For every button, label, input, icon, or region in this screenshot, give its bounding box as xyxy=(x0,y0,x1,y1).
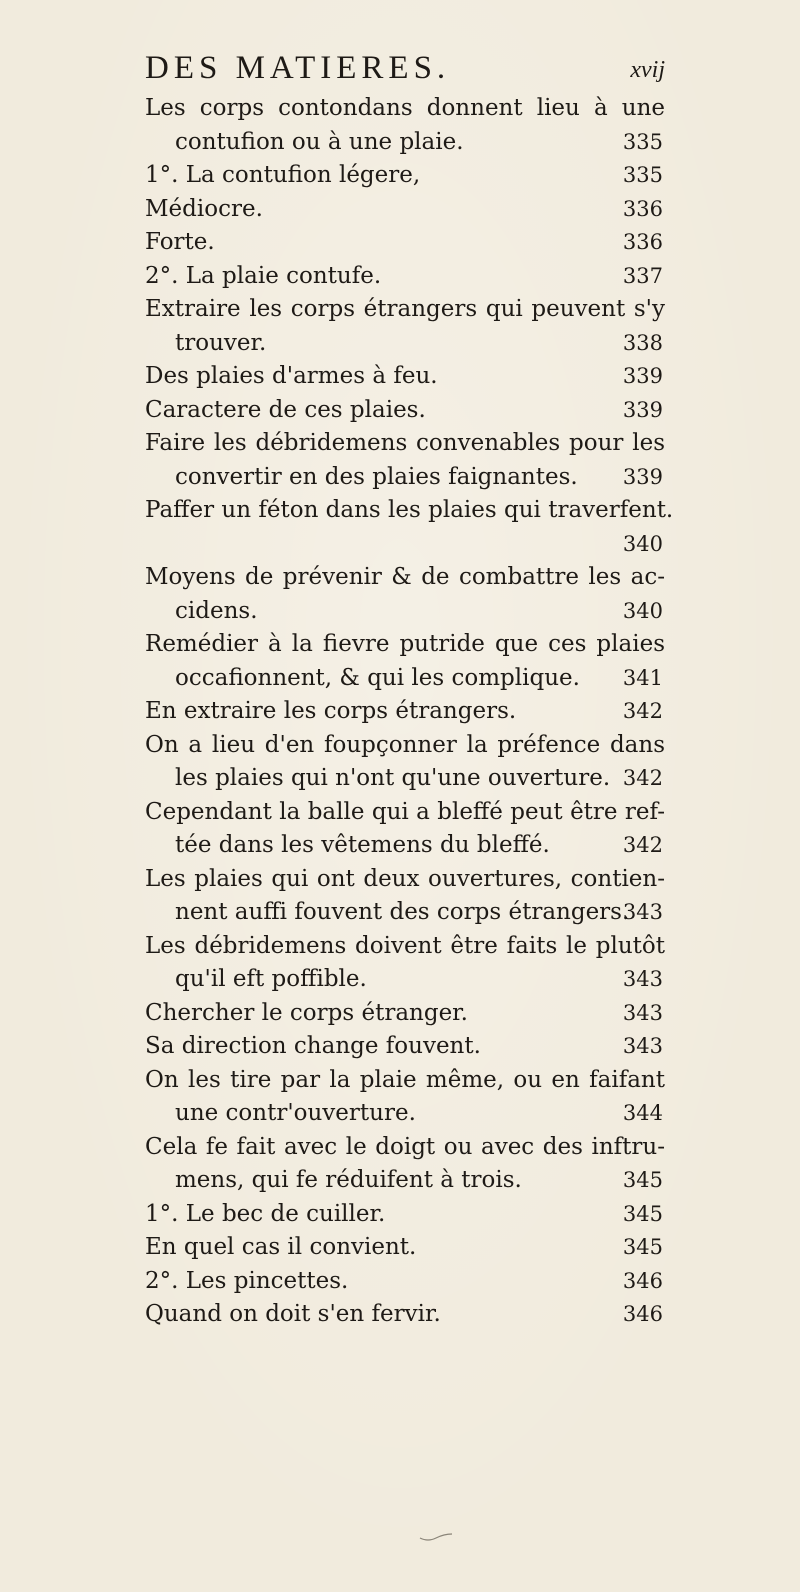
entry-line-text: 1°. La contufion légere, xyxy=(145,162,421,188)
entry-text xyxy=(145,1298,665,1332)
entry-text xyxy=(145,394,665,428)
entry-line-text: tée dans les vêtemens du bleffé. xyxy=(175,832,550,858)
entry-text xyxy=(145,628,665,662)
index-entry xyxy=(145,293,665,360)
entry-text xyxy=(145,796,665,830)
index-entry xyxy=(145,628,665,695)
page-reference: 343 xyxy=(622,900,663,924)
entry-continuation xyxy=(145,1097,665,1131)
entry-text xyxy=(145,293,665,327)
entry-line-text: Paffer un féton dans les plaies qui traverfent. xyxy=(145,497,674,523)
page-reference: 342 xyxy=(622,699,663,723)
entry-line-text: 2°. La plaie contufe. xyxy=(145,262,382,289)
entry-text xyxy=(145,226,665,260)
entry-line-text: En extraire les corps étrangers. xyxy=(145,698,517,724)
entry-text xyxy=(145,1030,665,1064)
entry-line-text: On a lieu d'en foupçonner la préfence dans xyxy=(145,731,665,758)
page-reference: 344 xyxy=(622,1101,663,1125)
page-reference: 336 xyxy=(622,230,663,254)
entry-text xyxy=(145,1198,665,1232)
entry-line-text: Cependant la balle qui a bleffé peut être ref- xyxy=(145,798,665,825)
entry-line-text: 2°. Les pincettes. xyxy=(145,1267,349,1294)
page-reference: 339 xyxy=(622,397,663,422)
entry-text xyxy=(145,863,665,897)
index-entry xyxy=(145,193,665,227)
page-reference: 343 xyxy=(622,967,663,991)
page-reference: 335 xyxy=(622,129,663,154)
entry-line-text: Les corps contondans donnent lieu à une xyxy=(145,95,665,121)
entry-line-text: mens, qui fe réduifent à trois. xyxy=(175,1167,522,1193)
entry-text xyxy=(145,729,665,763)
page-reference: 341 xyxy=(622,665,663,690)
index-entry xyxy=(145,695,665,729)
entry-line-text: cidens. xyxy=(175,597,258,624)
entry-continuation xyxy=(145,595,665,629)
page-reference: 346 xyxy=(622,1268,663,1293)
page-reference: 342 xyxy=(622,766,663,790)
running-title: DES MATIERES. xyxy=(145,50,451,86)
index-entry xyxy=(145,1131,665,1198)
entry-text xyxy=(145,1131,665,1165)
entry-line-text: On les tire par la plaie même, ou en faifant xyxy=(145,1066,665,1093)
entry-line-text: les plaies qui n'ont qu'une ouverture. xyxy=(175,765,611,791)
entry-line-text: nent auffi fouvent des corps étrangers. xyxy=(175,899,630,925)
entry-continuation xyxy=(145,762,665,796)
ornament-mark xyxy=(418,1528,458,1544)
index-entry xyxy=(145,1198,665,1232)
page-reference: 342 xyxy=(622,833,663,857)
entry-line-text: qu'il eft poffible. xyxy=(175,966,367,992)
index-entry xyxy=(145,729,665,796)
entry-text xyxy=(145,427,665,461)
index-entry xyxy=(145,796,665,863)
entry-text xyxy=(145,193,665,227)
page-reference: 339 xyxy=(622,364,663,388)
entry-text xyxy=(145,930,665,964)
page-reference: 345 xyxy=(622,1168,663,1192)
entry-continuation xyxy=(145,829,665,863)
entry-continuation xyxy=(145,963,665,997)
page-reference: 345 xyxy=(622,1235,663,1259)
page-reference: 338 xyxy=(622,330,663,355)
entry-text xyxy=(145,1231,665,1265)
entry-line-text: Remédier à la fievre putride que ces plaies xyxy=(145,631,665,657)
entry-continuation xyxy=(145,327,665,361)
page-reference: 337 xyxy=(622,263,663,288)
index-entry xyxy=(145,92,665,159)
entry-line-text: Médiocre. xyxy=(145,195,263,222)
entry-text xyxy=(145,92,665,126)
entry-line-text: Des plaies d'armes à feu. xyxy=(145,363,438,389)
entry-continuation xyxy=(145,461,665,495)
page-reference: 340 xyxy=(622,598,663,623)
page-reference: 343 xyxy=(622,1000,663,1025)
entry-line-text: 1°. Le bec de cuiller. xyxy=(145,1200,386,1227)
entry-line-text: Les débridemens doivent être faits le plutôt xyxy=(145,932,665,959)
entry-line-text: Forte. xyxy=(145,229,215,255)
entry-line-text: Les plaies qui ont deux ouvertures, contien- xyxy=(145,865,665,892)
entry-text xyxy=(145,260,665,294)
entry-text xyxy=(145,494,674,528)
index-entry xyxy=(145,997,665,1031)
index-entry xyxy=(145,427,665,494)
entry-continuation xyxy=(145,528,665,562)
entry-continuation xyxy=(145,662,665,696)
entry-text xyxy=(145,159,665,193)
entry-line-text: Moyens de prévenir & de combattre les ac- xyxy=(145,564,665,590)
index-entry xyxy=(145,930,665,997)
entry-line-text: Chercher le corps étranger. xyxy=(145,999,468,1026)
page-reference: 335 xyxy=(622,163,663,187)
entry-line-text: En quel cas il convient. xyxy=(145,1234,417,1260)
entry-line-text: contufion ou à une plaie. xyxy=(175,128,464,155)
index-entry xyxy=(145,494,674,561)
entry-continuation xyxy=(145,1164,665,1198)
page-reference: 346 xyxy=(622,1302,663,1326)
entry-text xyxy=(145,360,665,394)
folio-number: xvij xyxy=(630,57,665,83)
page-reference: 340 xyxy=(622,531,663,556)
entry-line-text: Caractere de ces plaies. xyxy=(145,396,426,423)
entry-line-text: Quand on doit s'en fervir. xyxy=(145,1301,441,1327)
index-entry xyxy=(145,394,665,428)
entry-line-text: Faire les débridemens convenables pour les xyxy=(145,430,665,456)
entry-line-text: trouver. xyxy=(175,329,267,356)
entry-line-text: convertir en des plaies faignantes. xyxy=(175,463,578,490)
entry-text xyxy=(145,1064,665,1098)
entry-continuation xyxy=(145,126,665,160)
entry-text xyxy=(145,695,665,729)
entry-line-text: occafionnent, & qui les complique. xyxy=(175,664,580,691)
entry-text xyxy=(145,1265,665,1299)
index-list xyxy=(145,92,674,1332)
index-entry xyxy=(145,1298,665,1332)
index-entry xyxy=(145,561,665,628)
index-entry xyxy=(145,260,665,294)
running-header xyxy=(145,48,665,88)
index-entry xyxy=(145,1231,665,1265)
entry-line-text: Cela fe fait avec le doigt ou avec des inftru- xyxy=(145,1133,665,1160)
entry-line-text: Sa direction change fouvent. xyxy=(145,1033,481,1059)
page-reference: 336 xyxy=(622,196,663,221)
index-entry xyxy=(145,360,665,394)
index-entry xyxy=(145,1064,665,1131)
entry-line-text: Extraire les corps étrangers qui peuvent s'y xyxy=(145,296,665,322)
page-reference: 339 xyxy=(622,464,663,489)
entry-line-text: une contr'ouverture. xyxy=(175,1100,416,1126)
index-entry xyxy=(145,226,665,260)
index-entry xyxy=(145,159,665,193)
page-reference: 343 xyxy=(622,1034,663,1058)
entry-text xyxy=(145,561,665,595)
page-reference: 345 xyxy=(622,1201,663,1226)
index-entry xyxy=(145,1030,665,1064)
index-entry xyxy=(145,1265,665,1299)
entry-text xyxy=(145,997,665,1031)
entry-continuation xyxy=(145,896,665,930)
index-entry xyxy=(145,863,665,930)
